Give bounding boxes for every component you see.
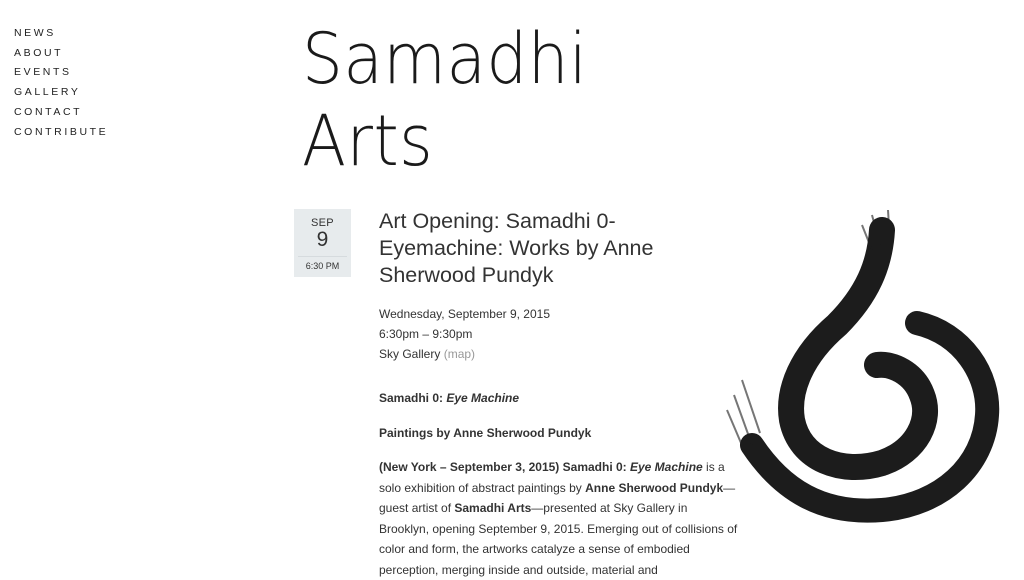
event-venue-line	[379, 344, 550, 364]
nav-gallery[interactable]: GALLERY	[14, 86, 81, 99]
event-time-range: 6:30pm – 9:30pm	[379, 327, 473, 341]
description-paragraph	[379, 457, 739, 580]
event-description	[379, 388, 739, 580]
event-title: Art Opening: Samadhi 0-Eyemachine: Works by Anne Sherwood Pundyk	[379, 209, 654, 287]
main-nav	[14, 24, 108, 142]
p1-text-3: —presented at Sky Gallery in Brooklyn, opening September 9, 2015. Emerging out of collisions of color and form, the artworks catalyze a sense of embodied perception, merging inside and outside, material and	[379, 501, 738, 577]
site-title-text[interactable]: Samadhi Arts	[302, 18, 588, 182]
p1-artist-name: Anne Sherwood Pundyk	[585, 480, 724, 495]
nav-contribute[interactable]: CONTRIBUTE	[14, 125, 109, 138]
description-heading	[379, 388, 739, 409]
event-date: Wednesday, September 9, 2015	[379, 307, 550, 321]
nav-news[interactable]: NEWS	[14, 27, 56, 39]
site-title[interactable]	[302, 18, 732, 182]
map-link[interactable]: (map)	[443, 347, 476, 361]
ink-brush-spiral-icon	[722, 205, 1012, 530]
p1-text-1: is a solo exhibition of abstract paintings by	[379, 460, 725, 495]
event-meta	[379, 304, 550, 364]
p1-bold-dateline: (New York – September 3, 2015) Samadhi 0:	[379, 460, 630, 474]
date-badge-day: 9	[316, 228, 329, 251]
p1-text-2: —guest artist of	[379, 480, 736, 515]
date-badge	[294, 209, 351, 277]
date-badge-time: 6:30 PM	[305, 261, 340, 271]
event-venue: Sky Gallery	[379, 347, 441, 361]
nav-about[interactable]: ABOUT	[14, 46, 64, 59]
nav-contact[interactable]: CONTACT	[14, 105, 83, 118]
p1-bold-italic-title: Eye Machine	[630, 460, 703, 474]
heading-italic-text: Eye Machine	[446, 391, 520, 405]
date-badge-month: SEP	[311, 217, 334, 229]
p1-org-name: Samadhi Arts	[454, 501, 532, 515]
description-subheading	[379, 423, 739, 444]
heading-bold-text: Samadhi 0:	[379, 391, 447, 405]
subheading-text: Paintings by Anne Sherwood Pundyk	[379, 425, 592, 440]
nav-events[interactable]: EVENTS	[14, 66, 72, 79]
date-badge-divider	[298, 256, 347, 257]
